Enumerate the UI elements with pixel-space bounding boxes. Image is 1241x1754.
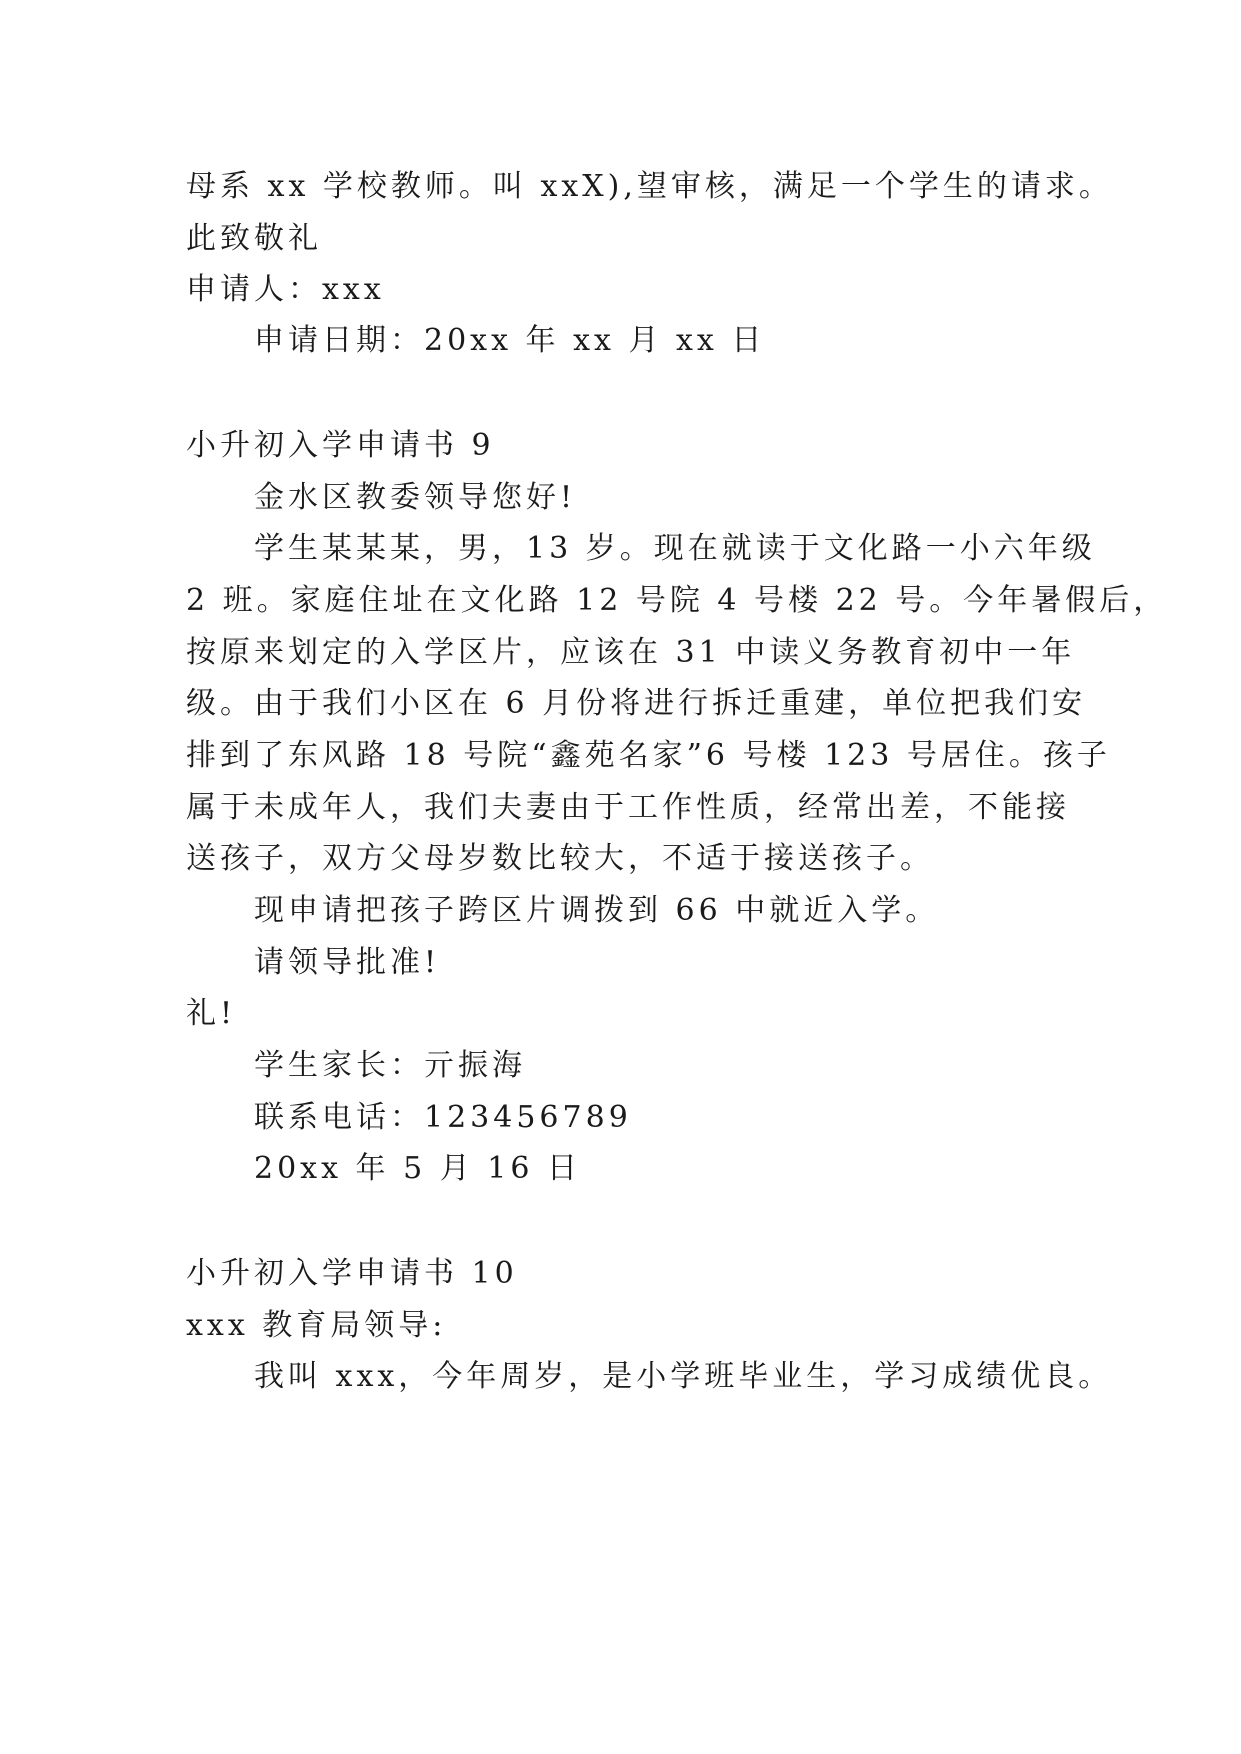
letter-9-body-line: 学生某某某，男，13 岁。现在就读于文化路一小六年级 xyxy=(254,531,1096,566)
letter-9-body-line: 2 班。家庭住址在文化路 12 号院 4 号楼 22 号。今年暑假后， xyxy=(186,583,1168,618)
letter-9-body-line: 送孩子，双方父母岁数比较大，不适于接送孩子。 xyxy=(186,841,934,876)
letter-9-phone: 联系电话：123456789 xyxy=(254,1100,632,1135)
letter-10-addressee: xxx 教育局领导: xyxy=(186,1308,447,1343)
previous-letter-closing-line: 母系 xx 学校教师。叫 xxX),望审核，满足一个学生的请求。 xyxy=(186,169,1113,204)
letter-9-date: 20xx 年 5 月 16 日 xyxy=(254,1151,581,1186)
letter-9-closing: 礼! xyxy=(186,996,237,1031)
letter-9-body-line: 排到了东风路 18 号院“鑫苑名家”6 号楼 123 号居住。孩子 xyxy=(186,738,1111,773)
letter-9-body-line: 属于未成年人，我们夫妻由于工作性质，经常出差，不能接 xyxy=(186,790,1070,825)
previous-letter-salutation: 此致敬礼 xyxy=(186,221,322,256)
letter-9-request: 现申请把孩子跨区片调拨到 66 中就近入学。 xyxy=(254,893,940,928)
previous-letter-date: 申请日期：20xx 年 xx 月 xx 日 xyxy=(254,323,766,358)
previous-letter-applicant: 申请人：xxx xyxy=(186,272,385,307)
letter-10-title: 小升初入学申请书 10 xyxy=(186,1256,518,1291)
letter-9-body-line: 按原来划定的入学区片，应该在 31 中读义务教育初中一年 xyxy=(186,635,1076,670)
letter-9-greeting: 金水区教委领导您好! xyxy=(254,480,577,515)
letter-9-parent: 学生家长：亓振海 xyxy=(254,1048,526,1083)
letter-9-body-line: 级。由于我们小区在 6 月份将进行拆迁重建，单位把我们安 xyxy=(186,686,1087,721)
letter-10-first-line: 我叫 xxx，今年周岁，是小学班毕业生，学习成绩优良。 xyxy=(254,1359,1113,1394)
letter-9-title: 小升初入学申请书 9 xyxy=(186,428,495,463)
letter-9-approval: 请领导批准! xyxy=(254,945,441,980)
